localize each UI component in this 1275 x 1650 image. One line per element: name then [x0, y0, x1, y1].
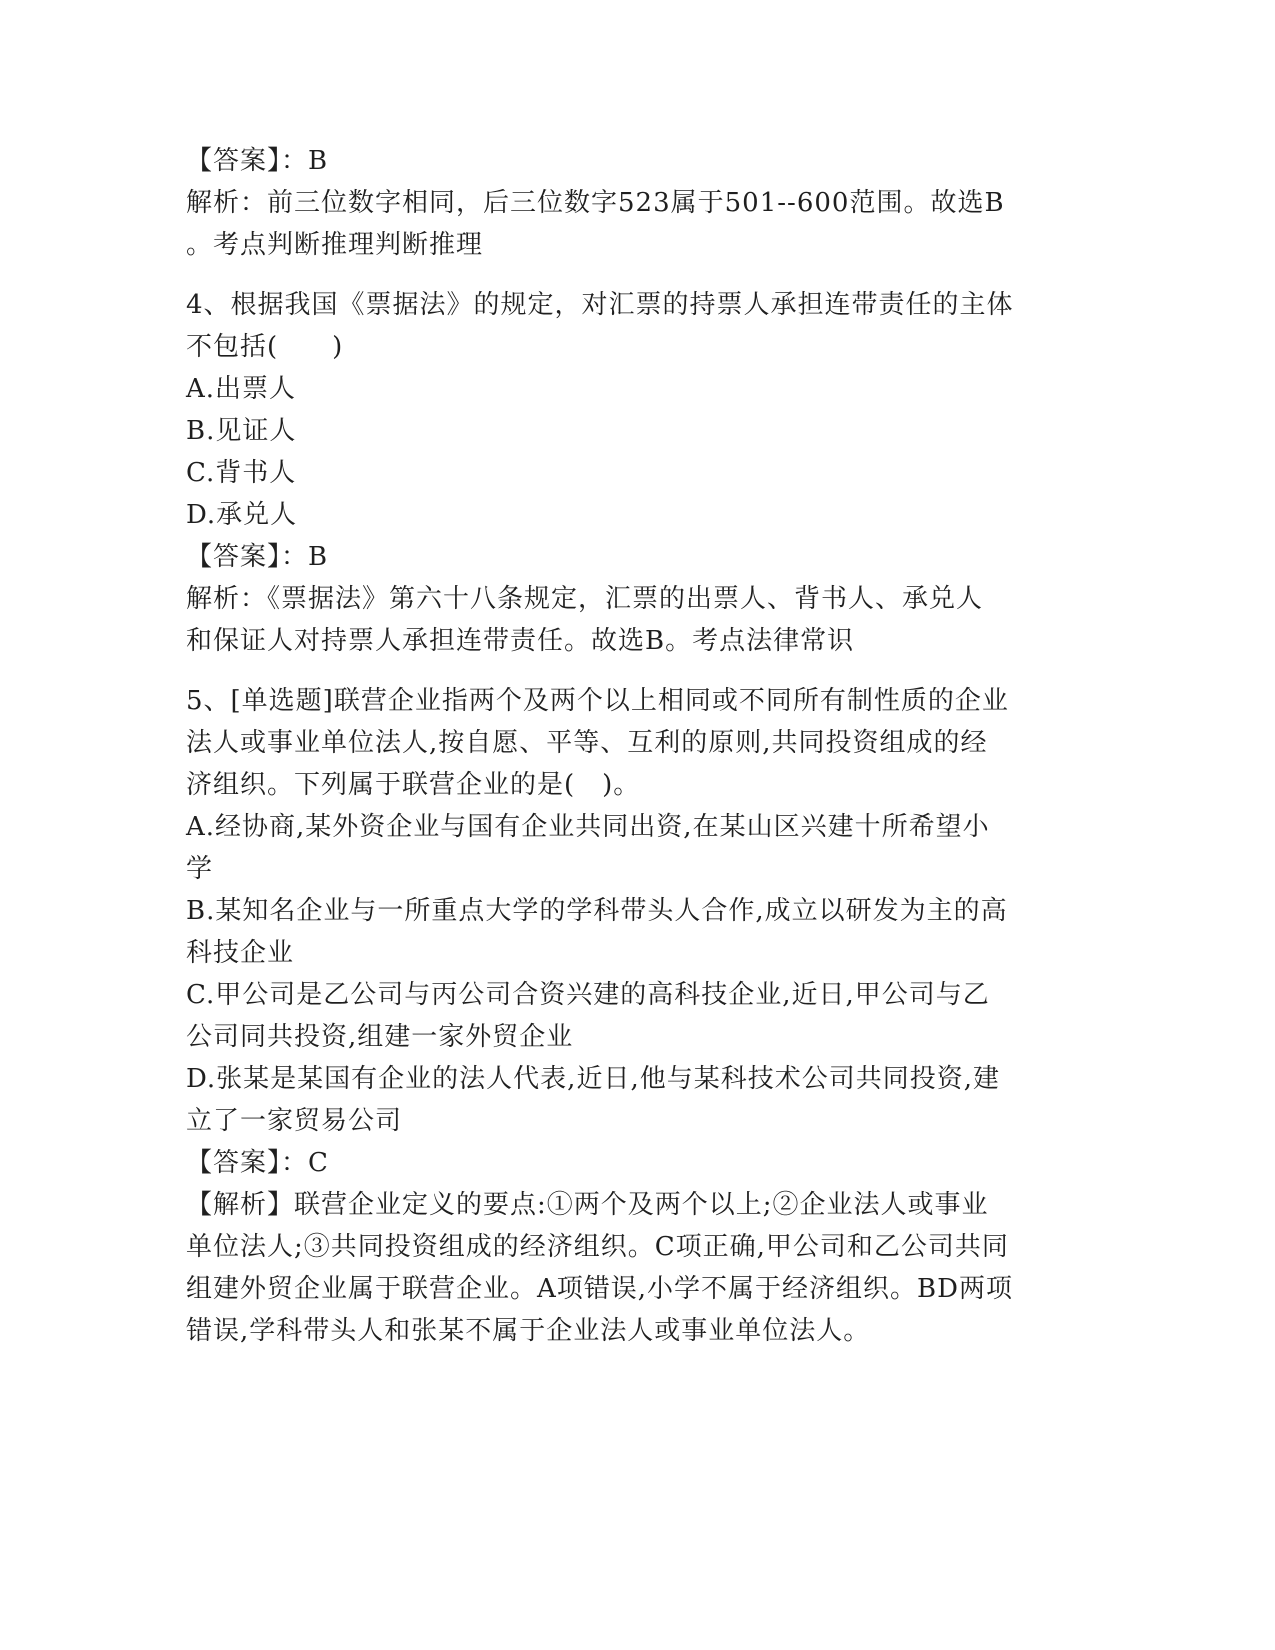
q5-option-c: 公司同共投资,组建一家外贸企业 — [186, 1022, 574, 1052]
q5-option-b: B.某知名企业与一所重点大学的学科带头人合作,成立以研发为主的高 — [186, 896, 1008, 926]
q4-option-c: C.背书人 — [186, 458, 297, 488]
q5-option-b: 科技企业 — [186, 938, 295, 968]
q4-option-d: D.承兑人 — [186, 500, 298, 530]
spacer — [186, 662, 1086, 680]
q4-answer: 【答案】：B — [186, 542, 329, 572]
q4-analysis-line: 和保证人对持票人承担连带责任。故选B。考点法律常识 — [186, 626, 855, 656]
q4-option-a: A.出票人 — [186, 374, 297, 404]
question-5-block — [186, 680, 1086, 1352]
q4-option-b: B.见证人 — [186, 416, 297, 446]
q3-analysis-line: 。考点判断推理判断推理 — [186, 230, 484, 260]
q5-stem-line: 法人或事业单位法人,按自愿、平等、互利的原则,共同投资组成的经 — [186, 728, 988, 758]
q5-option-a: 学 — [186, 854, 214, 884]
question-4-block — [186, 284, 1086, 662]
q5-option-c: C.甲公司是乙公司与丙公司合资兴建的高科技企业,近日,甲公司与乙 — [186, 980, 990, 1010]
spacer — [186, 266, 1086, 284]
q3-analysis-line: 解析：前三位数字相同，后三位数字523属于501--600范围。故选B — [186, 188, 1005, 218]
q5-analysis-line: 错误,学科带头人和张某不属于企业法人或事业单位法人。 — [186, 1316, 871, 1346]
q4-stem-line: 不包括( ) — [186, 332, 344, 362]
q5-analysis-line: 单位法人;③共同投资组成的经济组织。C项正确,甲公司和乙公司共同 — [186, 1232, 1009, 1262]
q5-stem-line: 济组织。下列属于联营企业的是( )。 — [186, 770, 641, 800]
question-3-answer-block — [186, 140, 1086, 266]
q5-stem-line: 5、[单选题]联营企业指两个及两个以上相同或不同所有制性质的企业 — [186, 686, 1009, 716]
q4-analysis-line: 解析：《票据法》第六十八条规定，汇票的出票人、背书人、承兑人 — [186, 584, 984, 614]
q5-option-d: 立了一家贸易公司 — [186, 1106, 403, 1136]
q5-option-a: A.经协商,某外资企业与国有企业共同出资,在某山区兴建十所希望小 — [186, 812, 990, 842]
q5-analysis-line: 【解析】联营企业定义的要点:①两个及两个以上;②企业法人或事业 — [186, 1190, 989, 1220]
q3-answer: 【答案】：B — [186, 146, 329, 176]
q5-option-d: D.张某是某国有企业的法人代表,近日,他与某科技术公司共同投资,建 — [186, 1064, 1000, 1094]
document-page — [186, 140, 1086, 1352]
q5-answer: 【答案】：C — [186, 1148, 329, 1178]
q4-stem-line: 4、根据我国《票据法》的规定，对汇票的持票人承担连带责任的主体 — [186, 290, 1014, 320]
q5-analysis-line: 组建外贸企业属于联营企业。A项错误,小学不属于经济组织。BD两项 — [186, 1274, 1013, 1304]
